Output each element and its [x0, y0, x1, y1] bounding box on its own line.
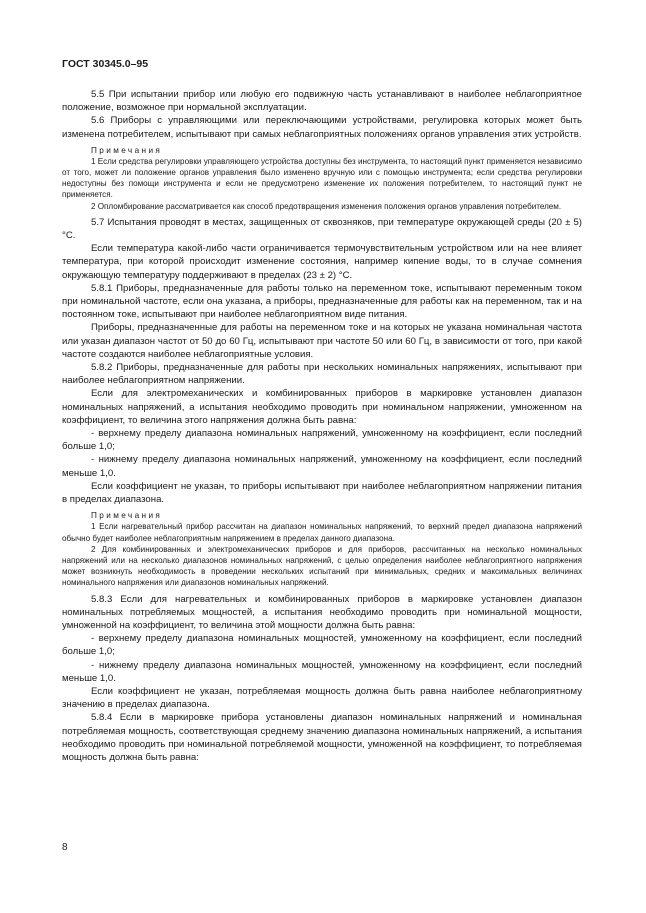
paragraph: 5.5 При испытании прибор или любую его подвижную часть устанавливают в наиболее неблагоприятное положение, возможное при нормальной эксплуатации.	[62, 89, 582, 114]
paragraph: 5.8.2 Приборы, предназначенные для работы при нескольких номинальных напряжениях, испытывают при наиболее неблагоприятном напряжении.	[62, 362, 582, 387]
paragraph: 5.6 Приборы с управляющими или переключающими устройствами, регулировка которых может быть изменена потребителем, испытывают при самых неблагоприятных положениях органов управления этих устройств.	[62, 115, 582, 140]
paragraph: Если температура какой-либо части ограничивается термочувствительным устройством или на нее влияет температура, при которой происходит изменение состояния, например кипение воды, то в случае сомнения окружающую температуру поддерживают в пределах (23 ± 2) °С.	[62, 243, 582, 281]
note-item: 2 Для комбинированных и электромеханических приборов и для приборов, рассчитанных на несколько номинальных напряжений или на несколько диапазонов номинальных напряжений, с целью определения наиболее неблагоприятного напряжения может возникнуть необходимость в проведении нескольких испытаний при минимальных, средних и максимальных величинах номинального напряжения или диапазонов номинальных напряжений.	[62, 544, 582, 588]
paragraph: 5.8.3 Если для нагревательных и комбинированных приборов в маркировке установлен диапазон номинальных потребляемых мощностей, а испытания необходимо проводить при номинальной мощности, умноженной на коэффициент, то величина этой мощности должна быть равна:	[62, 593, 582, 631]
page-number: 8	[62, 842, 68, 853]
paragraph: Если для электромеханических и комбинированных приборов в маркировке установлен диапазон номинальных напряжений, а испытания необходимо проводить при номинальном напряжении, умноженном на коэффициент, то величина этого напряжения должна быть равна:	[62, 388, 582, 426]
paragraph: - нижнему пределу диапазона номинальных мощностей, умноженному на коэффициент, если последний меньше 1,0.	[62, 659, 582, 684]
paragraph: Если коэффициент не указан, то приборы испытывают при наиболее неблагоприятном напряжении питания в пределах диапазона.	[62, 480, 582, 506]
paragraph: Если коэффициент не указан, потребляемая мощность должна быть равна наиболее неблагоприятному значению в пределах диапазона.	[62, 685, 582, 711]
paragraph: - верхнему пределу диапазона номинальных напряжений, умноженному на коэффициент, если последний больше 1,0;	[62, 428, 582, 453]
notes-heading: Примечания	[91, 145, 163, 155]
paragraph: 5.7 Испытания проводят в местах, защищенных от сквозняков, при температуре окружающей среды (20 ± 5) °С.	[62, 216, 582, 242]
document-header: ГОСТ 30345.0–95	[62, 58, 149, 70]
paragraph: 5.8.1 Приборы, предназначенные для работы только на переменном токе, испытывают переменным током при номинальной частоте, если она указана, а приборы, предназначенные для работы как на переменном, так и на постоянном токе, испытывают при наиболее неблагоприятном виде питания.	[62, 282, 582, 321]
note-item: 2 Опломбирование рассматривается как способ предотвращения изменения положения органов управления потребителем.	[91, 201, 562, 211]
document-body	[62, 88, 582, 764]
notes-heading: Примечания	[91, 511, 163, 521]
note-item: 1 Если нагревательный прибор рассчитан на диапазон номинальных напряжений, то верхний предел диапазона напряжений обычно будет наиболее неблагоприятным напряжением в пределах данного диапазона.	[62, 522, 582, 543]
note-item: 1 Если средства регулировки управляющего устройства доступны без инструмента, то настоящий пункт применяется независимо от того, может ли положение органов управления было изменено вручную или с помощью инструмента; если средства регулировки недоступны без помощи инструмента и если не предусмотрено изменение их положения потребителем, то настоящий пункт не применяется.	[62, 156, 582, 200]
paragraph: 5.8.4 Если в маркировке прибора установлены диапазон номинальных напряжений и номинальная потребляемая мощность, соответствующая среднему значению диапазона номинальных напряжений, а испытания необходимо проводить при номинальной потребляемой мощности, умноженной на коэффициент, то потребляемая мощность должна быть равна:	[62, 712, 582, 763]
paragraph: - нижнему пределу диапазона номинальных напряжений, умноженному на коэффициент, если последний меньше 1,0.	[62, 454, 582, 479]
paragraph: Приборы, предназначенные для работы на переменном токе и на которых не указана номинальная частота или указан диапазон частот от 50 до 60 Гц, испытывают при частоте 50 или 60 Гц, в зависимости от того, при какой частоте создаются наиболее неблагоприятные условия.	[62, 322, 582, 360]
paragraph: - верхнему пределу диапазона номинальных мощностей, умноженному на коэффициент, если последний больше 1,0;	[62, 633, 582, 658]
